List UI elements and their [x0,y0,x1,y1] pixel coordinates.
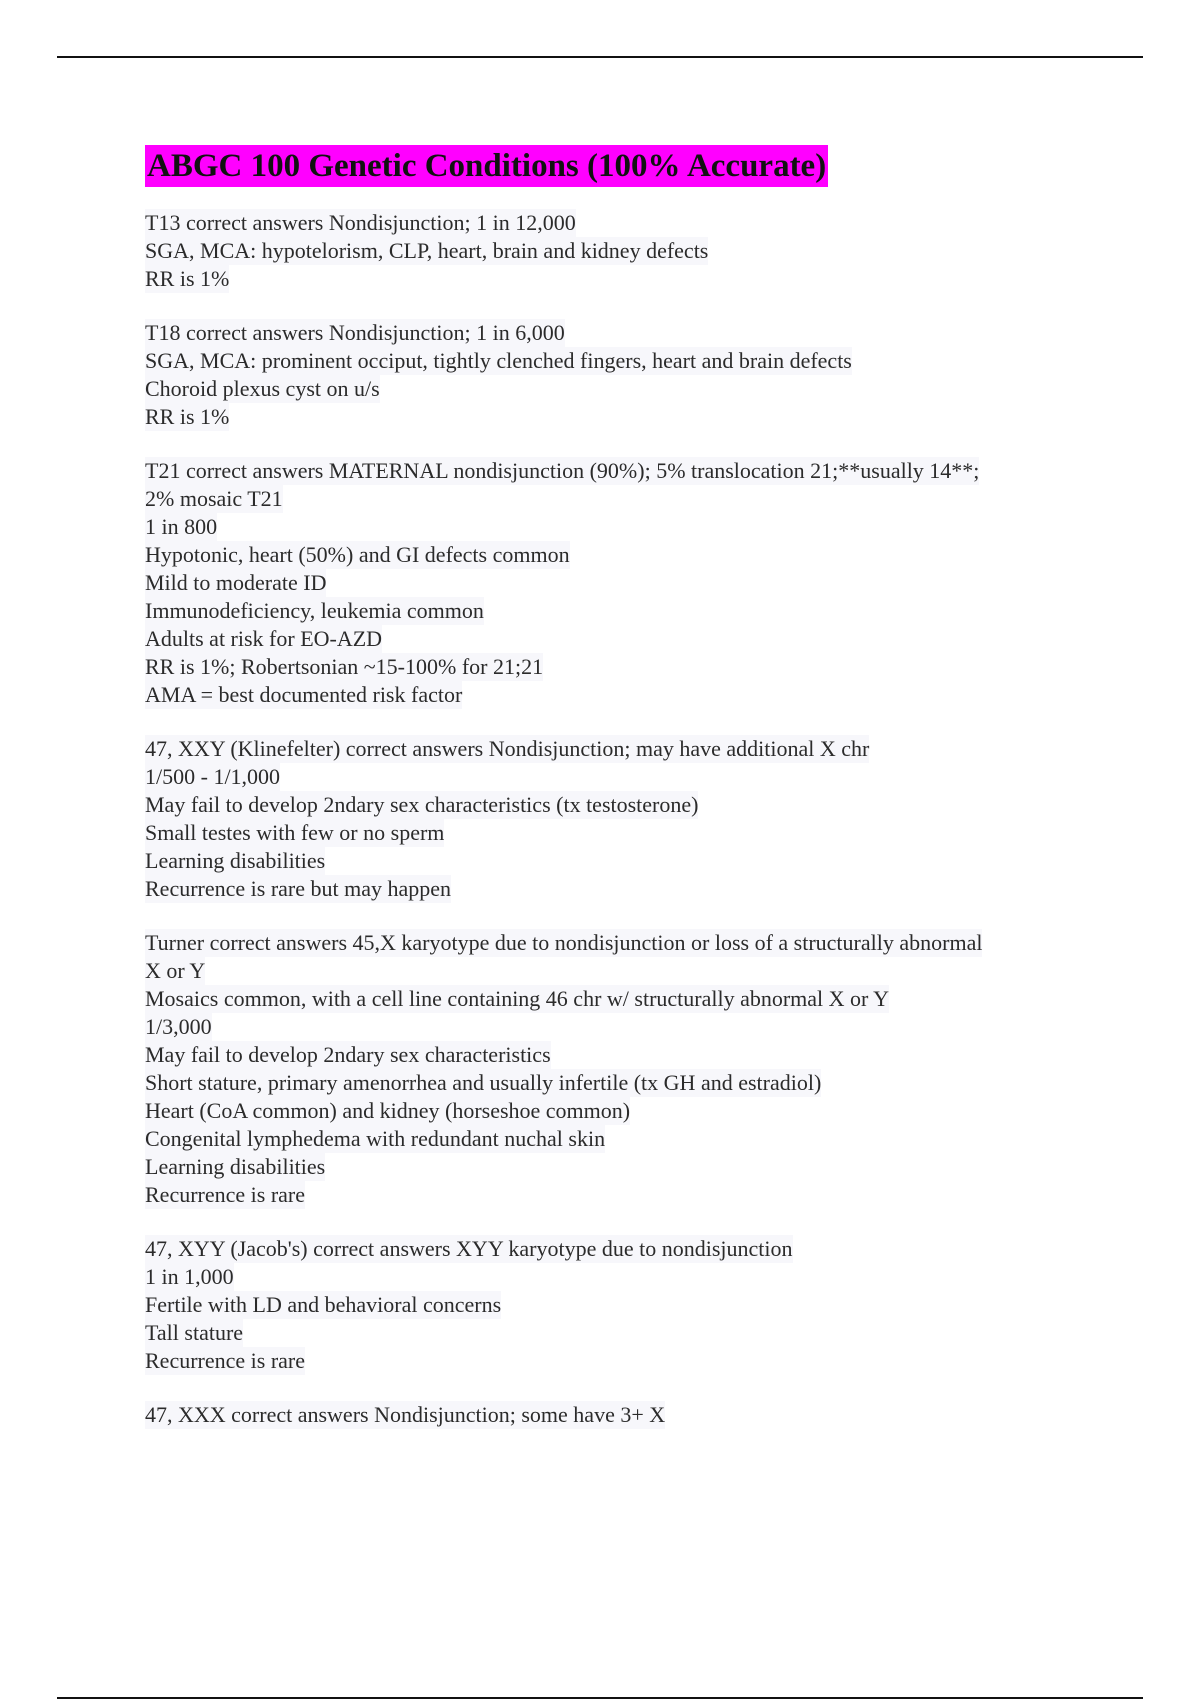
condition-detail-line: X or Y [145,958,206,983]
condition-detail-line: RR is 1% [145,266,230,291]
condition-detail-line: Small testes with few or no sperm [145,820,445,845]
condition-heading-line: T21 correct answers MATERNAL nondisjunction (90%); 5% translocation 21;**usually 14**; [145,458,980,483]
condition-detail-line: Mild to moderate ID [145,570,327,595]
condition-detail-line: Hypotonic, heart (50%) and GI defects common [145,542,570,567]
condition-detail-line: Tall stature [145,1320,244,1345]
condition-detail-line: Learning disabilities [145,848,326,873]
condition-detail-line: RR is 1% [145,404,230,429]
condition-heading-line: 47, XYY (Jacob's) correct answers XYY karyotype due to nondisjunction [145,1236,793,1261]
condition-detail-line: AMA = best documented risk factor [145,682,463,707]
condition-detail-line: SGA, MCA: prominent occiput, tightly clenched fingers, heart and brain defects [145,348,852,373]
condition-heading-line: 47, XXX correct answers Nondisjunction; some have 3+ X [145,1402,666,1427]
condition-section [145,1235,1085,1375]
document-title: ABGC 100 Genetic Conditions (100% Accurate) [145,145,828,187]
condition-detail-line: Recurrence is rare [145,1182,306,1207]
document-body [145,145,1085,1455]
condition-detail-line: Recurrence is rare but may happen [145,876,452,901]
condition-detail-line: Learning disabilities [145,1154,326,1179]
condition-detail-line: 1/500 - 1/1,000 [145,764,281,789]
sections-container [145,209,1085,1429]
condition-heading-line: Turner correct answers 45,X karyotype due to nondisjunction or loss of a structurally abnormal [145,930,983,955]
condition-detail-line: 2% mosaic T21 [145,486,283,511]
condition-detail-line: Recurrence is rare [145,1348,306,1373]
condition-detail-line: 1 in 1,000 [145,1264,234,1289]
condition-heading-line: T18 correct answers Nondisjunction; 1 in 6,000 [145,320,565,345]
condition-detail-line: 1 in 800 [145,514,218,539]
footer-rule [57,1697,1143,1699]
condition-detail-line: Heart (CoA common) and kidney (horseshoe common) [145,1098,631,1123]
condition-heading-line: 47, XXY (Klinefelter) correct answers Nondisjunction; may have additional X chr [145,736,870,761]
condition-detail-line: Mosaics common, with a cell line containing 46 chr w/ structurally abnormal X or Y [145,986,889,1011]
condition-section [145,319,1085,431]
condition-detail-line: Congenital lymphedema with redundant nuchal skin [145,1126,606,1151]
condition-detail-line: Short stature, primary amenorrhea and usually infertile (tx GH and estradiol) [145,1070,822,1095]
header-rule [57,56,1143,58]
condition-detail-line: Fertile with LD and behavioral concerns [145,1292,502,1317]
condition-detail-line: Adults at risk for EO-AZD [145,626,383,651]
condition-detail-line: RR is 1%; Robertsonian ~15-100% for 21;21 [145,654,544,679]
condition-detail-line: May fail to develop 2ndary sex characteristics [145,1042,551,1067]
condition-detail-line: May fail to develop 2ndary sex characteristics (tx testosterone) [145,792,699,817]
condition-section [145,929,1085,1209]
condition-detail-line: Immunodeficiency, leukemia common [145,598,484,623]
condition-heading-line: T13 correct answers Nondisjunction; 1 in 12,000 [145,210,576,235]
condition-detail-line: 1/3,000 [145,1014,212,1039]
condition-section [145,1401,1085,1429]
condition-section [145,457,1085,709]
condition-detail-line: Choroid plexus cyst on u/s [145,376,380,401]
condition-section [145,735,1085,903]
condition-section [145,209,1085,293]
condition-detail-line: SGA, MCA: hypotelorism, CLP, heart, brain and kidney defects [145,238,709,263]
